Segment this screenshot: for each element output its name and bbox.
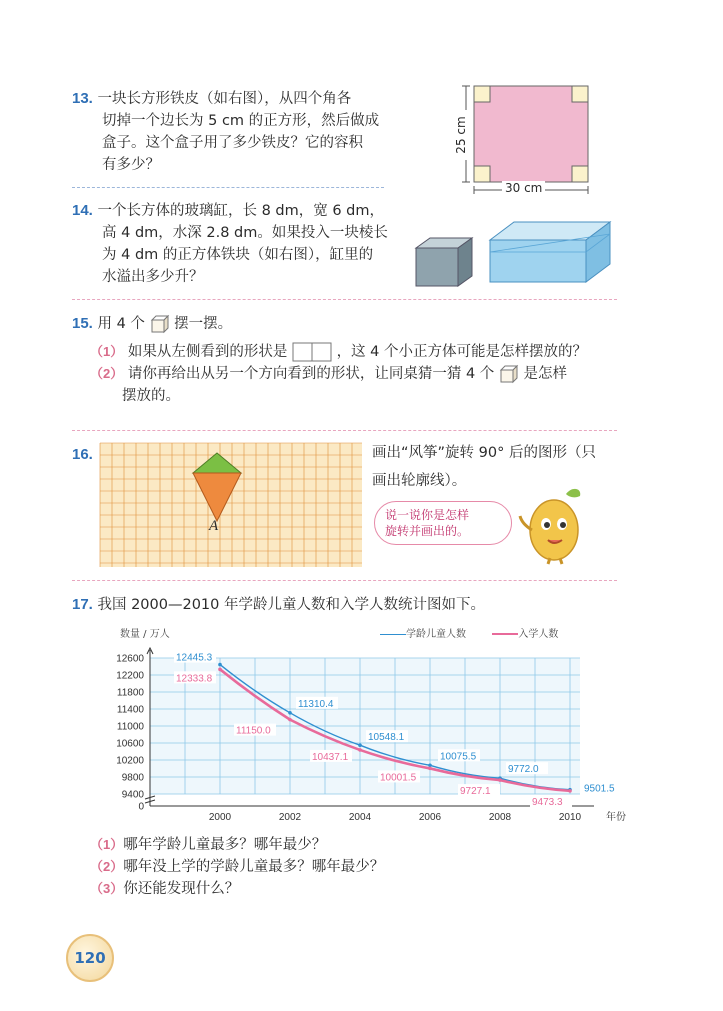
point-children [358, 743, 362, 747]
q16-text [372, 442, 632, 492]
divider-15-16 [72, 430, 617, 431]
left-view-shape-icon [292, 342, 332, 362]
data-label-enrolled: 9727.1 [460, 786, 491, 798]
q15-intro-after: 摆一摆。 [174, 316, 233, 332]
y-tick-label: 11800 [116, 687, 144, 699]
q15 [72, 313, 632, 407]
q17-sub3-text: 你还能发现什么？ [123, 881, 240, 897]
y-tick-label: 11000 [116, 721, 144, 733]
x-tick-label: 2000 [208, 812, 232, 823]
corner-square-br [572, 166, 588, 182]
q17-intro: 我国 2000—2010 年学龄儿童人数和入学人数统计图如下。 [97, 597, 485, 613]
y-tick-label: 10200 [116, 755, 144, 767]
glass-tank-figure [488, 220, 612, 284]
q16-text-line-1: 画出“风筝”旋转 90° 后的图形（只 [372, 445, 596, 461]
y-tick-label: 12600 [116, 653, 144, 665]
q13-line-1: 一块长方形铁皮（如右图），从四个角各 [97, 91, 352, 107]
q14-number: 14. [72, 202, 93, 219]
point-children [288, 711, 292, 715]
corner-square-tl [474, 86, 490, 102]
iron-sheet-rect [474, 86, 588, 182]
y-tick-label: 9400 [121, 789, 144, 801]
q15-sub2-before: 请你再给出从另一个方向看到的形状，让同桌猜一猜 4 个 [127, 366, 495, 382]
q17-sub1-text: 哪年学龄儿童最多？哪年最少？ [123, 837, 327, 853]
chart-legend [380, 625, 558, 640]
data-label-enrolled: 12333.8 [176, 673, 213, 685]
iron-cube-figure [412, 236, 478, 288]
q14-line-2: 高 4 dm，水深 2.8 dm。如果投入一块棱长 [102, 225, 388, 241]
y-tick-label: 11400 [116, 704, 144, 716]
q13-line-4: 有多少？ [102, 157, 160, 173]
x-axis-label: 年份 [606, 812, 626, 823]
data-label-children: 9772.0 [508, 764, 539, 776]
small-cube-icon [150, 314, 170, 334]
legend-enrolled: 入学人数 [518, 629, 559, 640]
enrollment-line-chart [100, 646, 626, 830]
q14-line-3: 为 4 dm 的正方体铁块（如右图），缸里的 [102, 247, 374, 263]
x-tick-label: 2002 [278, 812, 302, 823]
point-enrolled [358, 748, 362, 752]
legend-line-enrolled [492, 633, 518, 635]
data-label-children: 10548.1 [368, 732, 405, 744]
data-label-enrolled: 11150.0 [236, 725, 271, 737]
y-tick-label: 12200 [116, 670, 144, 682]
data-label-enrolled: 9473.3 [532, 796, 563, 808]
data-label-enrolled: 10001.5 [380, 772, 417, 784]
point-enrolled [498, 778, 502, 782]
q13-height-label: 25 cm [454, 110, 468, 160]
data-label-children: 12445.3 [176, 652, 213, 664]
point-enrolled [428, 767, 432, 771]
q13-width-label: 30 cm [502, 181, 545, 195]
speech-bubble [374, 501, 512, 545]
q16-text-line-2: 画出轮廓线）。 [372, 473, 467, 489]
q16-number: 16. [72, 446, 93, 463]
point-enrolled [288, 718, 292, 722]
point-children [218, 663, 222, 667]
q13-line-3: 盒子。这个盒子用了多少铁皮？它的容积 [102, 135, 363, 151]
legend-line-children [380, 634, 406, 635]
small-cube-icon-2 [499, 364, 519, 384]
q17-sub1-label: （1） [90, 837, 124, 852]
q14-line-1: 一个长方体的玻璃缸，长 8 dm，宽 6 dm， [97, 203, 385, 219]
q17-number: 17. [72, 596, 93, 613]
point-a-label: A [209, 518, 219, 534]
corner-square-bl [474, 166, 490, 182]
x-tick-label: 2006 [418, 812, 442, 823]
divider-13-14 [72, 187, 384, 188]
x-tick-label: 2004 [348, 812, 372, 823]
data-label-children: 10075.5 [440, 751, 477, 763]
q14-line-4: 水溢出多少升？ [102, 269, 204, 285]
q13-number: 13. [72, 90, 93, 107]
divider-16-17 [72, 580, 617, 581]
q14 [72, 200, 412, 288]
bubble-line-1: 说一说你是怎样 [385, 508, 470, 522]
data-label-enrolled: 10437.1 [312, 751, 349, 763]
q15-sub1-before: 如果从左侧看到的形状是 [127, 344, 288, 360]
data-label-children: 9501.5 [584, 783, 615, 795]
q15-sub1-after: ，这 4 个小正方体可能是怎样摆放的？ [336, 344, 588, 360]
bubble-line-2: 旋转并画出的。 [385, 524, 470, 538]
y-tick-label: 9800 [121, 772, 144, 784]
q17-sub2-text: 哪年没上学的学龄儿童最多？哪年最少？ [123, 859, 385, 875]
q15-sub2-label: （2） [90, 366, 124, 381]
point-enrolled [568, 789, 572, 793]
corner-square-tr [572, 86, 588, 102]
mascot-icon [512, 484, 592, 566]
q17-sub3-label: （3） [90, 881, 124, 896]
kite-grid-figure [100, 443, 362, 567]
divider-14-15 [72, 299, 617, 300]
x-tick-label: 2010 [558, 812, 582, 823]
page-number: 120 [66, 934, 114, 982]
q17-sub2-label: （2） [90, 859, 124, 874]
q17-questions [90, 834, 610, 900]
q15-sub2-line2: 摆放的。 [122, 388, 180, 404]
x-tick-label: 2008 [488, 812, 512, 823]
q13-line-2: 切掉一个边长为 5 cm 的正方形，然后做成 [102, 113, 380, 129]
chart-ylabel: 数量 / 万人 [120, 629, 170, 640]
q15-sub1-label: （1） [90, 344, 124, 359]
q15-intro-before: 用 4 个 [97, 316, 145, 332]
q15-sub2-after: 是怎样 [523, 366, 568, 382]
point-children [428, 763, 432, 767]
q17-intro-row [72, 594, 485, 616]
y-tick-label: 10600 [116, 738, 144, 750]
point-enrolled [218, 668, 222, 672]
q13 [72, 88, 412, 176]
y-tick-label: 0 [138, 801, 144, 813]
q15-number: 15. [72, 315, 93, 332]
data-label-children: 11310.4 [298, 698, 334, 710]
legend-children: 学龄儿童人数 [406, 629, 466, 640]
